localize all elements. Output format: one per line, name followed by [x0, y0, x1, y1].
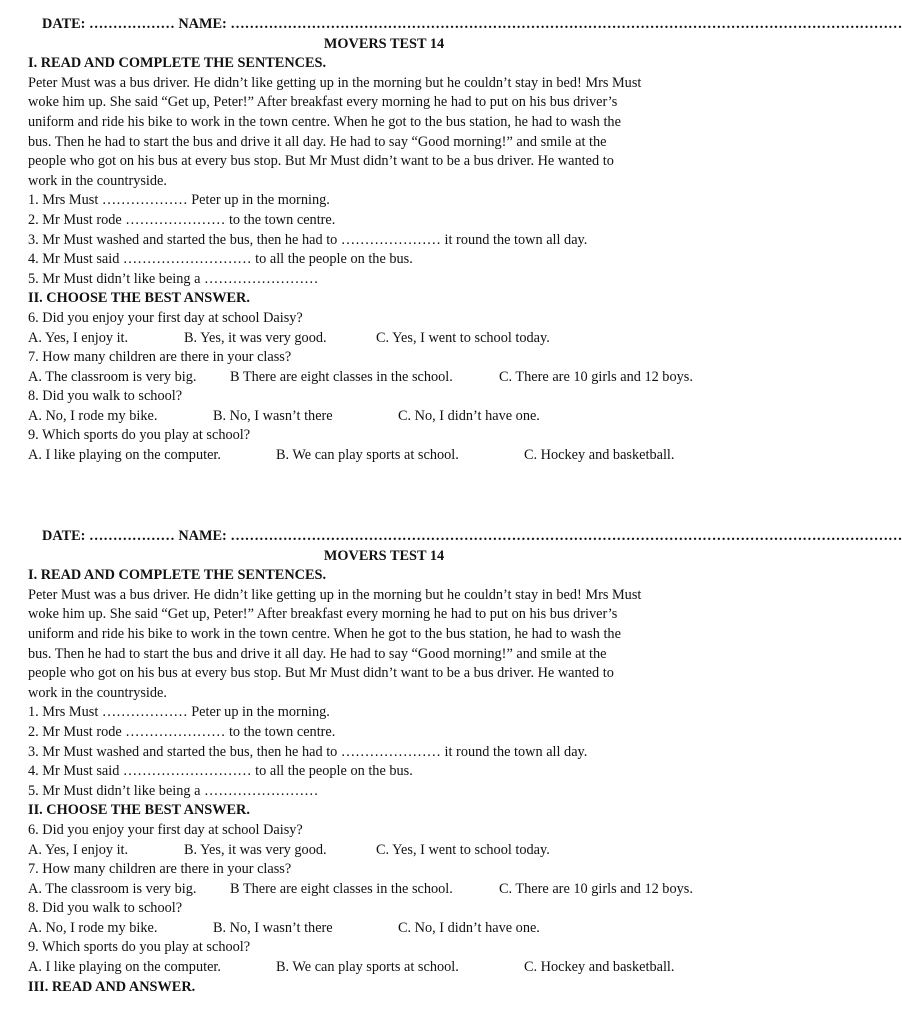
passage-line: Peter Must was a bus driver. He didn’t like getting up in the morning but he couldn’t stay in bed! Mrs Must [28, 74, 642, 91]
worksheet-copy-top [28, 15, 902, 466]
question-text: 8. Did you walk to school? [28, 900, 183, 917]
completion-item: 5. Mr Must didn’t like being a …………………… [28, 270, 319, 287]
passage-line: uniform and ride his bike to work in the town centre. When he got to the bus station, he had to wash the [28, 625, 621, 642]
passage-line: uniform and ride his bike to work in the town centre. When he got to the bus station, he had to wash the [28, 113, 621, 130]
option-a: A. No, I rode my bike. [28, 919, 158, 936]
option-a: A. The classroom is very big. [28, 880, 197, 897]
question-8 [28, 899, 740, 938]
part1-heading: I. READ AND COMPLETE THE SENTENCES. [28, 567, 327, 584]
option-c: C. Hockey and basketball. [524, 447, 675, 464]
worksheet-copy-bottom [28, 527, 902, 997]
answer-options [28, 919, 740, 939]
question-text: 9. Which sports do you play at school? [28, 427, 251, 444]
answer-options [28, 841, 740, 861]
answer-options [28, 407, 740, 427]
test-title: MOVERS TEST 14 [323, 547, 445, 564]
question-9 [28, 426, 740, 465]
passage-line: work in the countryside. [28, 684, 167, 701]
answer-options [28, 329, 740, 349]
completion-item: 2. Mr Must rode ………………… to the town centre. [28, 723, 336, 740]
completion-item: 1. Mrs Must ……………… Peter up in the morning. [28, 704, 330, 721]
option-c: C. Yes, I went to school today. [376, 841, 550, 858]
question-8 [28, 387, 740, 426]
completion-item: 3. Mr Must washed and started the bus, then he had to ………………… it round the town all day. [28, 743, 588, 760]
passage-line: work in the countryside. [28, 172, 167, 189]
question-text: 6. Did you enjoy your first day at school Daisy? [28, 309, 303, 326]
question-6 [28, 309, 740, 348]
option-b: B. Yes, it was very good. [184, 329, 327, 346]
part2-heading: II. CHOOSE THE BEST ANSWER. [28, 802, 250, 819]
question-9 [28, 938, 740, 977]
option-b: B There are eight classes in the school. [230, 368, 453, 385]
completion-item: 5. Mr Must didn’t like being a …………………… [28, 782, 319, 799]
passage-line: bus. Then he had to start the bus and drive it all day. He had to say “Good morning!” and smile at the [28, 133, 607, 150]
passage-line: woke him up. She said “Get up, Peter!” After breakfast every morning he had to put on his bus driver’s [28, 94, 618, 111]
passage-line: bus. Then he had to start the bus and drive it all day. He had to say “Good morning!” and smile at the [28, 645, 607, 662]
option-c: C. No, I didn’t have one. [398, 407, 540, 424]
option-a: A. I like playing on the computer. [28, 959, 221, 976]
option-c: C. No, I didn’t have one. [398, 919, 540, 936]
question-text: 8. Did you walk to school? [28, 388, 183, 405]
completion-item: 4. Mr Must said ……………………… to all the people on the bus. [28, 251, 413, 268]
option-b: B. We can play sports at school. [276, 447, 459, 464]
passage-line: people who got on his bus at every bus stop. But Mr Must didn’t want to be a bus driver. He wanted to [28, 665, 614, 682]
part1-heading: I. READ AND COMPLETE THE SENTENCES. [28, 55, 327, 72]
completion-item: 1. Mrs Must ……………… Peter up in the morning. [28, 192, 330, 209]
date-name-line: DATE: ……………… NAME: …………………………………………………………………………………………………………………………… [42, 528, 902, 544]
question-text: 6. Did you enjoy your first day at school Daisy? [28, 821, 303, 838]
passage-line: Peter Must was a bus driver. He didn’t like getting up in the morning but he couldn’t stay in bed! Mrs Must [28, 586, 642, 603]
completion-items [28, 191, 740, 289]
option-b: B There are eight classes in the school. [230, 880, 453, 897]
question-text: 9. Which sports do you play at school? [28, 939, 251, 956]
option-a: A. Yes, I enjoy it. [28, 841, 129, 858]
option-b: B. Yes, it was very good. [184, 841, 327, 858]
test-title: MOVERS TEST 14 [323, 35, 445, 52]
answer-options [28, 880, 740, 900]
question-7 [28, 860, 740, 899]
completion-item: 3. Mr Must washed and started the bus, then he had to ………………… it round the town all day. [28, 231, 588, 248]
answer-options [28, 958, 740, 978]
option-a: A. I like playing on the computer. [28, 447, 221, 464]
completion-items [28, 703, 740, 801]
part3-heading: III. READ AND ANSWER. [28, 978, 196, 995]
option-b: B. We can play sports at school. [276, 959, 459, 976]
option-a: A. Yes, I enjoy it. [28, 329, 129, 346]
answer-options [28, 368, 740, 388]
option-c: C. Yes, I went to school today. [376, 329, 550, 346]
option-b: B. No, I wasn’t there [213, 919, 333, 936]
completion-item: 2. Mr Must rode ………………… to the town centre. [28, 211, 336, 228]
question-6 [28, 821, 740, 860]
question-text: 7. How many children are there in your class? [28, 349, 292, 366]
passage-line: people who got on his bus at every bus stop. But Mr Must didn’t want to be a bus driver. He wanted to [28, 153, 614, 170]
option-a: A. The classroom is very big. [28, 368, 197, 385]
passage-line: woke him up. She said “Get up, Peter!” After breakfast every morning he had to put on his bus driver’s [28, 606, 618, 623]
question-7 [28, 348, 740, 387]
option-c: C. There are 10 girls and 12 boys. [499, 368, 693, 385]
date-name-line: DATE: ……………… NAME: …………………………………………………………………………………………………………………………… [42, 16, 902, 32]
option-b: B. No, I wasn’t there [213, 407, 333, 424]
answer-options [28, 446, 740, 466]
option-a: A. No, I rode my bike. [28, 407, 158, 424]
reading-passage [28, 586, 740, 704]
option-c: C. Hockey and basketball. [524, 959, 675, 976]
part2-heading: II. CHOOSE THE BEST ANSWER. [28, 290, 250, 307]
question-text: 7. How many children are there in your class? [28, 861, 292, 878]
reading-passage [28, 74, 740, 192]
option-c: C. There are 10 girls and 12 boys. [499, 880, 693, 897]
completion-item: 4. Mr Must said ……………………… to all the people on the bus. [28, 763, 413, 780]
